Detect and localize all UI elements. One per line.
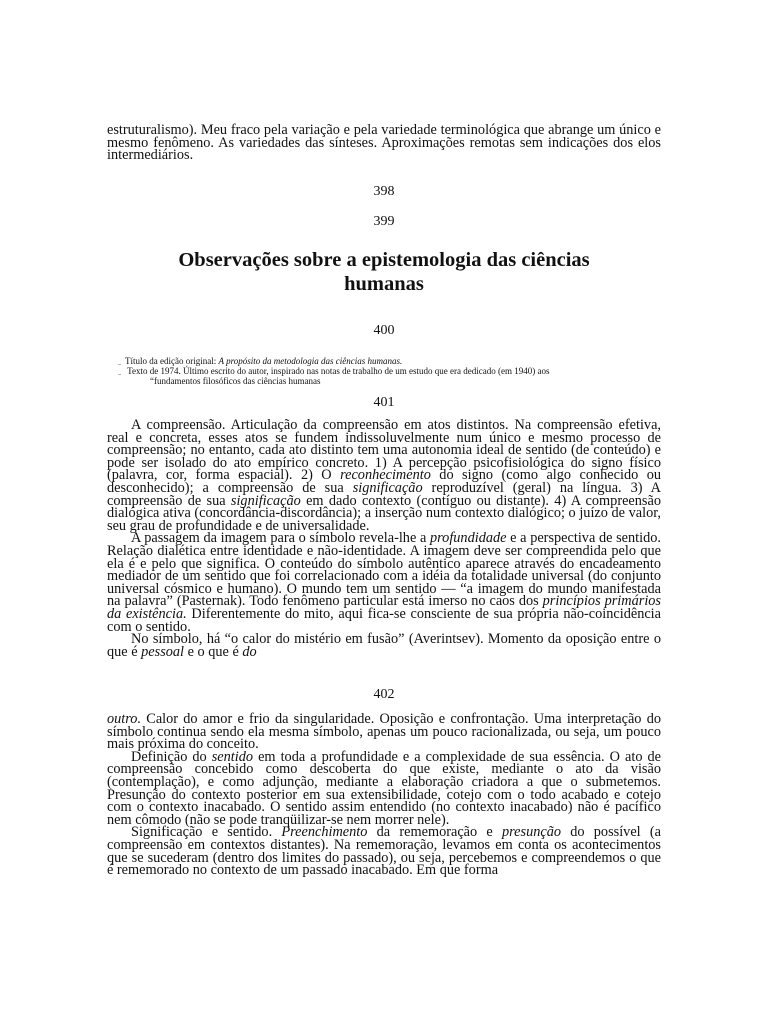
page-number-399: 399 (373, 214, 395, 229)
body-block-1 (107, 419, 661, 658)
paragraph-other: outro. Calor do amor e frio da singularidade. Oposição e confrontação. Uma interpretação do símbolo continua sendo ela mesma símbolo, apenas um pouco racionalizada, ou seja, um pouco mais próxima do conceito. (107, 711, 661, 753)
paragraph-sense-definition: Definição do sentido em toda a profundidade e a complexidade de sua essência. O ato de compreensão concebido como descoberta do que existe, mediante o ato da visão (contemplação), e como adjunção, mediante a elaboração criadora a que o submetemos. Presunção do contexto posterior em sua extensibilidade, cotejo com o todo acabado e cotejo com o contexto inacabado. O sentido assim entendido (no contexto inacabado) não é pacífico nem cômodo (não se pode tranqüilizar-se nem morrer nele). (107, 748, 662, 828)
page-number-402: 402 (373, 687, 395, 702)
page-number-400: 400 (373, 323, 395, 338)
top-paragraph-block (107, 124, 661, 162)
paragraph-image-symbol: A passagem da imagem para o símbolo revela-lhe a profundidade e a perspectiva de sentido. Relação dialética entre identidade e não-identidade. A imagem deve ser compreendida pelo que ela é e pelo que significa. O conteúdo do símbolo autêntico aparece através do encadeamento mediador de um sentido que foi correlacionado com a idéia da totalidade universal (do conjunto universal cósmico e humano). O mundo tem um sentido — “a imagem do mundo manifestada na palavra” (Pasternak). Todo fenômeno particular está imerso no caos dos princípios primários da existência. Diferentemente do mito, aqui fica-se consciente de sua própria não-coincidência com o sentido. (107, 530, 662, 635)
paragraph-signification: Significação e sentido. Preenchimento da rememoração e presunção do possível (a compreensão em contextos distantes). Na rememoração, levamos em conta os acontecimentos que se sucederam (dentro dos limites do passado), ou seja, percebemos e compreendemos o que é rememorado no contexto de um passado inacabado. Em que forma (107, 824, 661, 879)
chapter-title-line-2: humanas (344, 273, 424, 295)
footnote-1-marker: _ (118, 360, 121, 366)
page-number-401: 401 (373, 395, 395, 410)
footnote-2-text: Texto de 1974. Último escrito do autor, inspirado nas notas de trabalho de um estudo que era dedicado (em 1940) aos (127, 366, 550, 376)
paragraph-comprehension: A compreensão. Articulação da compreensão em atos distintos. Na compreensão efetiva, real e concreta, esses atos se fundem indissoluvelmente num único e mesmo processo de compreensão; no entanto, cada ato distinto tem uma autonomia ideal de sentido (de conteúdo) e pode ser isolado do ato empírico concreto. 1) A percepção psicofisiológica do signo físico (palavra, cor, forma espacial). 2) O reconhecimento do signo (como algo conhecido ou desconhecido); a compreensão de sua significação reproduzível (geral) na língua. 3) A compreensão de sua significação em dado contexto (contíguo ou distante). 4) A compreensão dialógica ativa (concordância-discordância); a inserção num contexto dialógico; o juízo de valor, seu grau de profundidade e de universalidade. (107, 417, 661, 534)
page-number-398: 398 (373, 184, 395, 199)
chapter-title (107, 248, 661, 296)
paragraph-symbol-warmth: No símbolo, há “o calor do mistério em fusão” (Averintsev). Momento da oposição entre o que é pessoal e o que é do (107, 631, 661, 660)
footnote-1-italic: A propósito da metodologia das ciências humanas. (218, 356, 403, 366)
chapter-title-line-1: Observações sobre a epistemologia das ciências (178, 249, 590, 271)
footnote-2-marker: _ (118, 370, 121, 376)
footnote-2-continuation: “fundamentos filosóficos das ciências humanas (150, 376, 321, 386)
footnote-1-text: Título da edição original: (125, 356, 219, 366)
body-block-2 (107, 713, 661, 877)
top-paragraph: estruturalismo). Meu fraco pela variação e pela variedade terminológica que abrange um único e mesmo fenômeno. As variedades das sínteses. Aproximações remotas sem indicações dos elos intermediários. (107, 122, 661, 164)
